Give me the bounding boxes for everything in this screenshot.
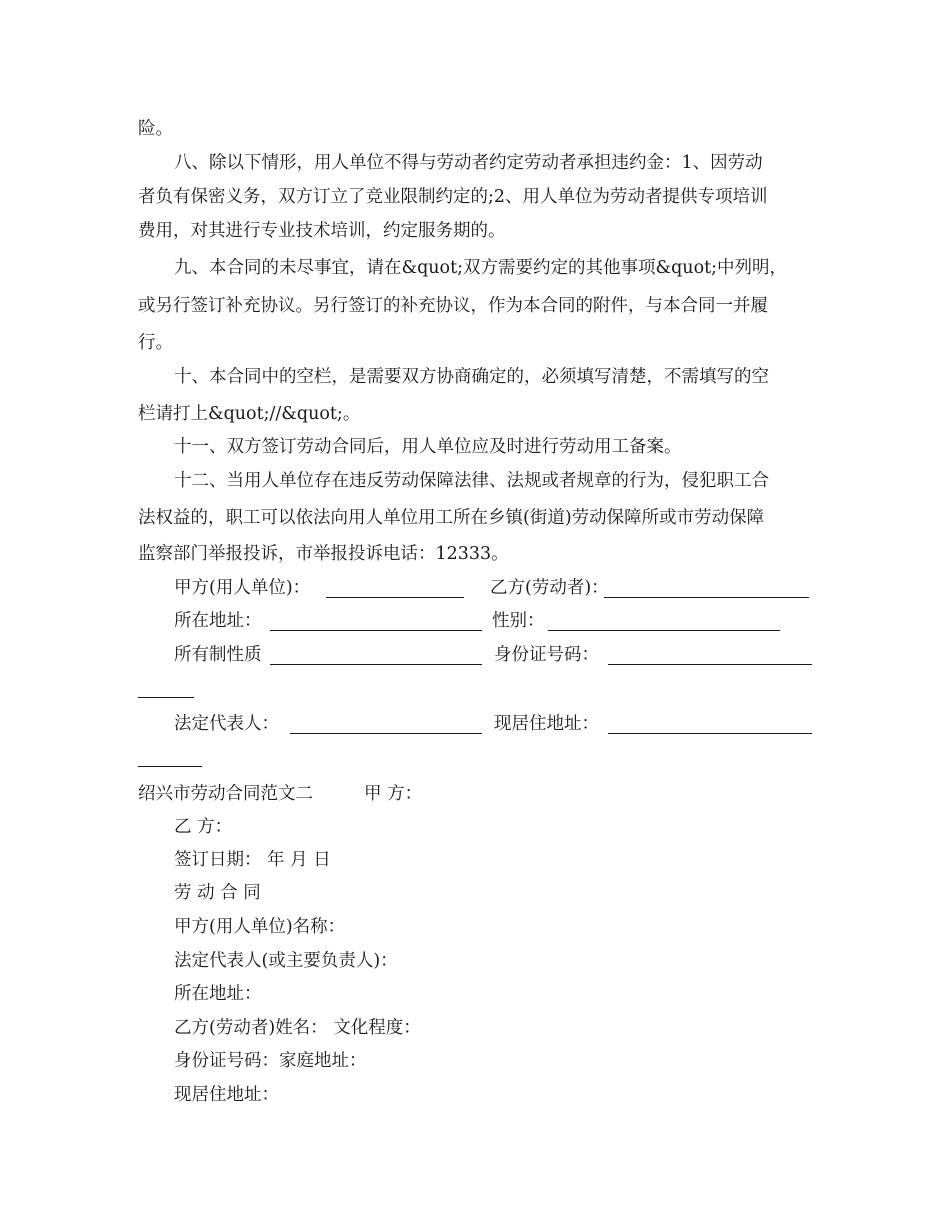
- contract-line: [0, 1080, 950, 1110]
- contract-line: [0, 946, 950, 976]
- party-a-line: 甲 方：: [364, 784, 423, 804]
- paragraph-line: [0, 253, 950, 283]
- clause-twelve-line-1: 十二、当用人单位存在违反劳动保障法律、法规或者规章的行为，侵犯职工合: [174, 471, 769, 491]
- id-home-address-line: 身份证号码：家庭地址：: [174, 1051, 367, 1071]
- clause-twelve-line-2: 法权益的，职工可以依法向用人单位用工所在乡镇(街道)劳动保障所或市劳动保障: [138, 508, 765, 528]
- ownership-label: 所有制性质: [174, 645, 262, 665]
- legal-rep-blank: [290, 733, 482, 734]
- current-address-blank: [608, 733, 812, 734]
- current-address-blank-cont: [138, 766, 202, 767]
- party-a-employer-label: 甲方(用人单位)：: [174, 578, 311, 598]
- clause-nine-line-1: 九、本合同的未尽事宜，请在&quot;双方需要约定的其他事项&quot;中列明，: [174, 258, 788, 278]
- second-contract-heading-row: [0, 779, 950, 809]
- signature-row: [0, 606, 950, 636]
- paragraph-line: [0, 399, 950, 429]
- ownership-blank: [270, 664, 482, 665]
- legal-rep-label: 法定代表人：: [174, 714, 279, 734]
- party-b-line: 乙 方：: [174, 817, 233, 837]
- party-b-blank: [604, 597, 809, 598]
- paragraph-line: [0, 503, 950, 533]
- clause-nine-line-2: 或另行签订补充协议。另行签订的补充协议，作为本合同的附件，与本合同一并履: [138, 296, 768, 316]
- worker-name-education-line: 乙方(劳动者)姓名： 文化程度：: [174, 1018, 421, 1038]
- clause-nine-line-3: 行。: [138, 333, 173, 353]
- contract-line: [0, 912, 950, 942]
- current-address-label: 现居住地址：: [494, 714, 599, 734]
- party-a-blank: [326, 597, 464, 598]
- clause-ten-line-1: 十、本合同中的空栏，是需要双方协商确定的，必须填写清楚，不需填写的空: [174, 367, 769, 387]
- address-blank: [270, 630, 482, 631]
- address-label: 所在地址：: [174, 611, 262, 631]
- id-number-blank: [608, 664, 812, 665]
- address-line: 所在地址：: [174, 984, 262, 1004]
- contract-line: [0, 979, 950, 1009]
- signature-row: [0, 640, 950, 670]
- clause-eight-line-3: 费用，对其进行专业技术培训，约定服务期的。: [138, 221, 506, 241]
- clause-eight-line-1: 八、除以下情形，用人单位不得与劳动者约定劳动者承担违约金：1、因劳动: [174, 153, 763, 173]
- paragraph-line: [0, 466, 950, 496]
- id-number-blank-cont: [138, 697, 194, 698]
- paragraph-line: [0, 182, 950, 212]
- paragraph-line: [0, 432, 950, 462]
- signature-row: [0, 709, 950, 739]
- clause-eight-line-2: 者负有保密义务，双方订立了竞业限制约定的;2、用人单位为劳动者提供专项培训: [138, 187, 768, 207]
- contract-line: [0, 878, 950, 908]
- employer-name-line: 甲方(用人单位)名称：: [174, 917, 346, 937]
- gender-label: 性别：: [492, 611, 545, 631]
- id-number-label: 身份证号码：: [494, 645, 599, 665]
- contract-line: [0, 1046, 950, 1076]
- current-address-line: 现居住地址：: [174, 1085, 279, 1105]
- contract-line: [0, 1013, 950, 1043]
- clause-ten-line-2: 栏请打上&quot;//&quot;。: [138, 404, 361, 424]
- contract-title: 劳 动 合 同: [174, 883, 261, 903]
- sign-date-line: 签订日期： 年 月 日: [174, 850, 331, 870]
- paragraph-line: [0, 362, 950, 392]
- clause-eleven-line-1: 十一、双方签订劳动合同后，用人单位应及时进行劳动用工备案。: [174, 437, 682, 457]
- party-b-worker-label: 乙方(劳动者)：: [490, 578, 609, 598]
- paragraph-line: [0, 291, 950, 321]
- contract-line: [0, 845, 950, 875]
- legal-rep-line: 法定代表人(或主要负责人)：: [174, 951, 398, 971]
- second-contract-heading: 绍兴市劳动合同范文二: [138, 784, 313, 804]
- paragraph-line: [0, 328, 950, 358]
- text-line: 险。: [138, 119, 173, 139]
- paragraph-line: [0, 148, 950, 178]
- paragraph-line: [0, 216, 950, 246]
- gender-blank: [548, 630, 780, 631]
- clause-twelve-line-3: 监察部门举报投诉，市举报投诉电话：12333。: [138, 544, 509, 564]
- contract-line: [0, 812, 950, 842]
- paragraph-line: [0, 114, 950, 144]
- signature-row: [0, 573, 950, 603]
- paragraph-line: [0, 539, 950, 569]
